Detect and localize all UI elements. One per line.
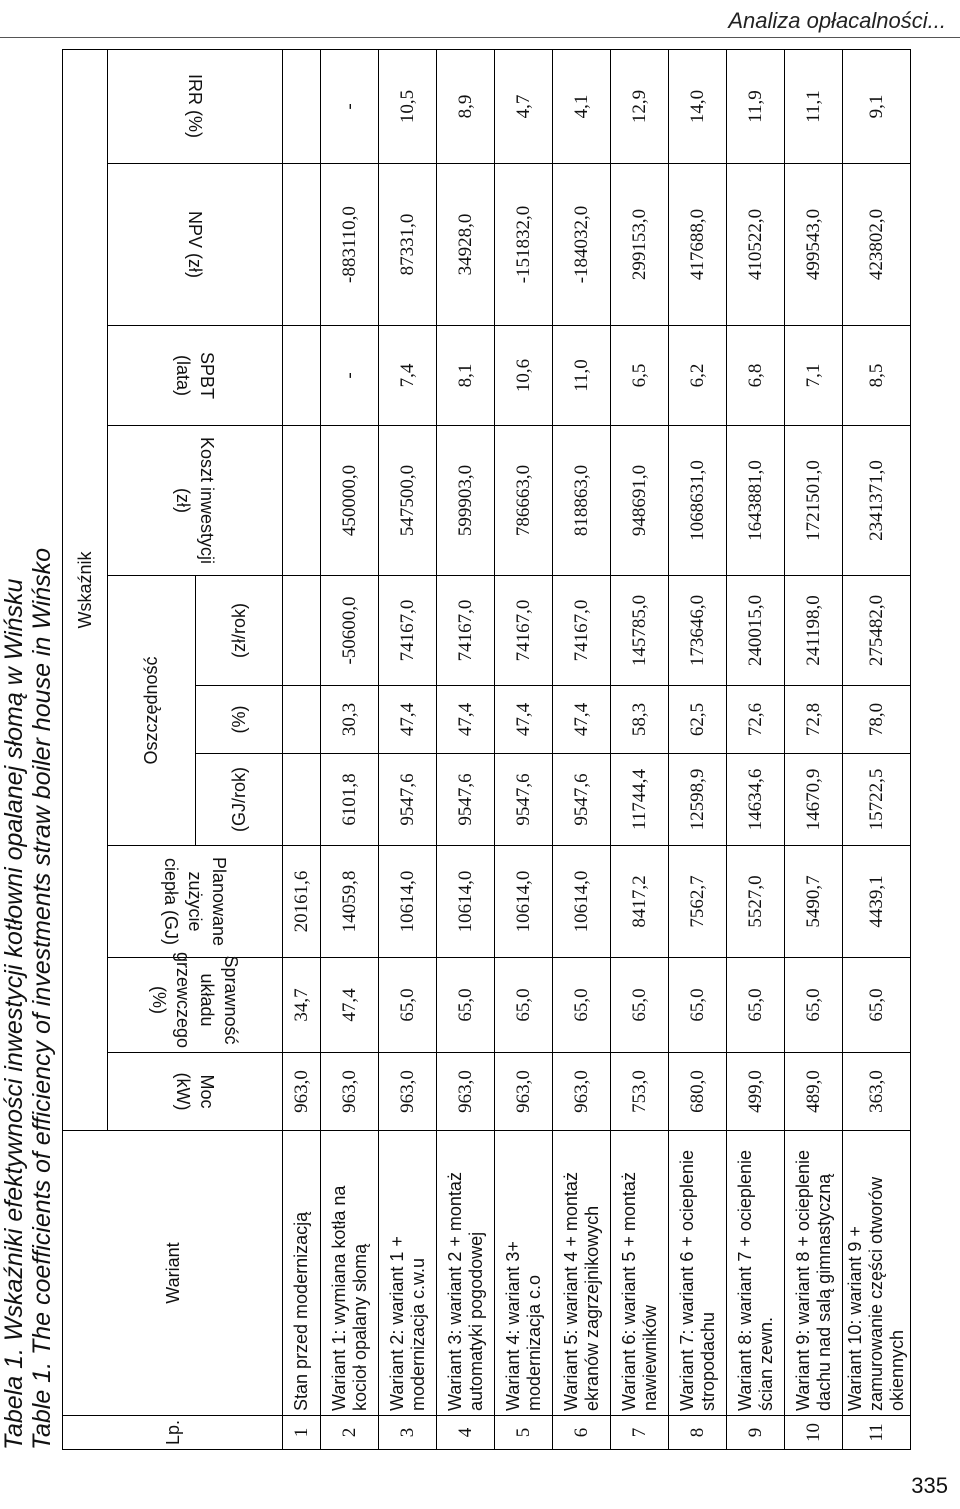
- row-lp: 9: [727, 1416, 785, 1450]
- table-body: [283, 49, 911, 1449]
- table-row: [611, 49, 669, 1449]
- row-wariant: Wariant 3: wariant 2 + montaż automatyki pogodowej: [437, 1131, 495, 1416]
- row-lp: 10: [785, 1416, 843, 1450]
- row-sprawnosc: 65,0: [379, 958, 437, 1053]
- row-npv: -883110,0: [321, 164, 379, 326]
- row-wariant: Wariant 9: wariant 8 + ocieplenie dachu nad salą gimnastyczną: [785, 1131, 843, 1416]
- row-irr: 9,1: [843, 49, 911, 163]
- row-npv: 410522,0: [727, 164, 785, 326]
- row-irr: -: [321, 49, 379, 163]
- header-oszczednosc: Oszczędność: [108, 576, 196, 846]
- row-wariant: Wariant 7: wariant 6 + ocieplenie stropodachu: [669, 1131, 727, 1416]
- row-moc: 499,0: [727, 1053, 785, 1131]
- row-oszczednosc-zl: 74167,0: [553, 576, 611, 686]
- row-oszczednosc-zl: [283, 576, 321, 686]
- row-planowane: 20161,6: [283, 846, 321, 958]
- row-koszt: 818863,0: [553, 426, 611, 576]
- header-zl-rok: (zł/rok): [195, 576, 283, 686]
- header-planowane: Planowane zużycie ciepła (GJ): [108, 846, 283, 958]
- row-oszczednosc-zl: 275482,0: [843, 576, 911, 686]
- row-spbt: [283, 326, 321, 426]
- row-sprawnosc: 65,0: [843, 958, 911, 1053]
- row-planowane: 10614,0: [495, 846, 553, 958]
- row-spbt: 10,6: [495, 326, 553, 426]
- row-oszczednosc-gj: 9547,6: [495, 754, 553, 846]
- table-row: [437, 49, 495, 1449]
- row-oszczednosc-pct: 72,6: [727, 686, 785, 754]
- header-rule: [0, 37, 960, 38]
- row-planowane: 8417,2: [611, 846, 669, 958]
- row-planowane: 14059,8: [321, 846, 379, 958]
- row-oszczednosc-gj: 9547,6: [553, 754, 611, 846]
- header-wariant: Wariant: [63, 1131, 283, 1416]
- header-lp: Lp.: [63, 1416, 283, 1450]
- row-koszt: 1068631,0: [669, 426, 727, 576]
- row-koszt: 1643881,0: [727, 426, 785, 576]
- row-koszt: 948691,0: [611, 426, 669, 576]
- row-irr: [283, 49, 321, 163]
- row-wariant: Stan przed modernizacją: [283, 1131, 321, 1416]
- row-spbt: 6,2: [669, 326, 727, 426]
- header-sprawnosc: Sprawność układu grzewczego (%): [108, 958, 283, 1053]
- row-oszczednosc-pct: 47,4: [553, 686, 611, 754]
- row-npv: 299153,0: [611, 164, 669, 326]
- row-oszczednosc-pct: 58,3: [611, 686, 669, 754]
- row-sprawnosc: 47,4: [321, 958, 379, 1053]
- row-koszt: 547500,0: [379, 426, 437, 576]
- row-npv: -151832,0: [495, 164, 553, 326]
- row-spbt: 8,1: [437, 326, 495, 426]
- row-spbt: 6,5: [611, 326, 669, 426]
- row-koszt: 450000,0: [321, 426, 379, 576]
- row-oszczednosc-zl: 240015,0: [727, 576, 785, 686]
- row-wariant: Wariant 10: wariant 9 + zamurowanie części otworów okiennych: [843, 1131, 911, 1416]
- row-koszt: 1721501,0: [785, 426, 843, 576]
- caption-english: Table 1. The coefficients of efficiency of investments straw boiler house in Wińsko: [28, 547, 56, 1450]
- table-row: [379, 49, 437, 1449]
- table-row: [321, 49, 379, 1449]
- row-irr: 4,1: [553, 49, 611, 163]
- row-lp: 8: [669, 1416, 727, 1450]
- row-sprawnosc: 65,0: [785, 958, 843, 1053]
- row-sprawnosc: 65,0: [669, 958, 727, 1053]
- table-row: [785, 49, 843, 1449]
- header-row-1: [63, 49, 108, 1449]
- row-oszczednosc-gj: [283, 754, 321, 846]
- row-koszt: [283, 426, 321, 576]
- row-oszczednosc-zl: 241198,0: [785, 576, 843, 686]
- row-oszczednosc-gj: 12598,9: [669, 754, 727, 846]
- row-sprawnosc: 65,0: [495, 958, 553, 1053]
- row-oszczednosc-zl: -50600,0: [321, 576, 379, 686]
- row-spbt: 7,4: [379, 326, 437, 426]
- header-spbt: SPBT (lata): [108, 326, 283, 426]
- row-oszczednosc-zl: 74167,0: [437, 576, 495, 686]
- table-row: [669, 49, 727, 1449]
- table-row: [495, 49, 553, 1449]
- running-head: Analiza opłacalności...: [728, 8, 946, 33]
- efficiency-table: [62, 49, 911, 1450]
- row-npv: 34928,0: [437, 164, 495, 326]
- row-lp: 5: [495, 1416, 553, 1450]
- row-sprawnosc: 65,0: [437, 958, 495, 1053]
- row-npv: 423802,0: [843, 164, 911, 326]
- row-oszczednosc-pct: [283, 686, 321, 754]
- row-spbt: 6,8: [727, 326, 785, 426]
- row-lp: 11: [843, 1416, 911, 1450]
- row-irr: 14,0: [669, 49, 727, 163]
- row-moc: 963,0: [283, 1053, 321, 1131]
- row-planowane: 7562,7: [669, 846, 727, 958]
- row-oszczednosc-pct: 78,0: [843, 686, 911, 754]
- table-row: [843, 49, 911, 1449]
- row-oszczednosc-pct: 47,4: [437, 686, 495, 754]
- row-planowane: 5527,0: [727, 846, 785, 958]
- row-planowane: 10614,0: [553, 846, 611, 958]
- caption-polish: Tabela 1. Wskaźniki efektywności inwestycji kotłowni opalanej słomą w Wińsku: [0, 578, 28, 1450]
- row-npv: [283, 164, 321, 326]
- row-lp: 2: [321, 1416, 379, 1450]
- row-moc: 963,0: [437, 1053, 495, 1131]
- row-oszczednosc-gj: 9547,6: [437, 754, 495, 846]
- row-oszczednosc-gj: 14634,6: [727, 754, 785, 846]
- row-moc: 489,0: [785, 1053, 843, 1131]
- row-oszczednosc-gj: 9547,6: [379, 754, 437, 846]
- row-planowane: 4439,1: [843, 846, 911, 958]
- row-oszczednosc-gj: 15722,5: [843, 754, 911, 846]
- row-lp: 1: [283, 1416, 321, 1450]
- row-lp: 6: [553, 1416, 611, 1450]
- header-irr: IRR (%): [108, 49, 283, 163]
- row-koszt: 2341371,0: [843, 426, 911, 576]
- row-npv: 87331,0: [379, 164, 437, 326]
- row-oszczednosc-pct: 47,4: [495, 686, 553, 754]
- row-planowane: 10614,0: [437, 846, 495, 958]
- row-wariant: Wariant 2: wariant 1 + modernizacja c.w.u: [379, 1131, 437, 1416]
- table-row: [283, 49, 321, 1449]
- row-planowane: 5490,7: [785, 846, 843, 958]
- row-moc: 963,0: [553, 1053, 611, 1131]
- row-wariant: Wariant 5: wariant 4 + montaż ekranów zagrzejnikowych: [553, 1131, 611, 1416]
- row-oszczednosc-gj: 6101,8: [321, 754, 379, 846]
- row-oszczednosc-zl: 145785,0: [611, 576, 669, 686]
- row-sprawnosc: 65,0: [727, 958, 785, 1053]
- row-spbt: 11,0: [553, 326, 611, 426]
- header-pct: (%): [195, 686, 283, 754]
- row-irr: 11,1: [785, 49, 843, 163]
- row-moc: 963,0: [379, 1053, 437, 1131]
- row-oszczednosc-gj: 14670,9: [785, 754, 843, 846]
- row-irr: 12,9: [611, 49, 669, 163]
- row-wariant: Wariant 6: wariant 5 + montaż nawiewników: [611, 1131, 669, 1416]
- row-oszczednosc-zl: 74167,0: [379, 576, 437, 686]
- row-lp: 4: [437, 1416, 495, 1450]
- row-irr: 10,5: [379, 49, 437, 163]
- row-oszczednosc-pct: 47,4: [379, 686, 437, 754]
- row-koszt: 599903,0: [437, 426, 495, 576]
- row-sprawnosc: 65,0: [553, 958, 611, 1053]
- header-moc: Moc (kW): [108, 1053, 283, 1131]
- row-spbt: 8,5: [843, 326, 911, 426]
- table-caption: [0, 50, 56, 1450]
- header-koszt: Koszt inwestycji (zł): [108, 426, 283, 576]
- row-moc: 753,0: [611, 1053, 669, 1131]
- row-irr: 4,7: [495, 49, 553, 163]
- row-npv: -184032,0: [553, 164, 611, 326]
- row-oszczednosc-zl: 74167,0: [495, 576, 553, 686]
- row-oszczednosc-pct: 72,8: [785, 686, 843, 754]
- row-koszt: 786663,0: [495, 426, 553, 576]
- row-sprawnosc: 34,7: [283, 958, 321, 1053]
- row-sprawnosc: 65,0: [611, 958, 669, 1053]
- header-wskaznik: Wskaźnik: [63, 49, 108, 1130]
- page-number: 335: [911, 1473, 948, 1498]
- header-npv: NPV (zł): [108, 164, 283, 326]
- row-oszczednosc-zl: 173646,0: [669, 576, 727, 686]
- row-spbt: 7,1: [785, 326, 843, 426]
- row-oszczednosc-gj: 11744,4: [611, 754, 669, 846]
- table-row: [727, 49, 785, 1449]
- row-irr: 11,9: [727, 49, 785, 163]
- row-npv: 417688,0: [669, 164, 727, 326]
- row-moc: 963,0: [321, 1053, 379, 1131]
- row-moc: 680,0: [669, 1053, 727, 1131]
- row-wariant: Wariant 8: wariant 7 + ocieplenie ścian zewn.: [727, 1131, 785, 1416]
- row-oszczednosc-pct: 30,3: [321, 686, 379, 754]
- row-irr: 8,9: [437, 49, 495, 163]
- row-npv: 499543,0: [785, 164, 843, 326]
- row-planowane: 10614,0: [379, 846, 437, 958]
- row-oszczednosc-pct: 62,5: [669, 686, 727, 754]
- rotated-table-area: [0, 50, 935, 1450]
- row-spbt: -: [321, 326, 379, 426]
- header-gj-rok: (GJ/rok): [195, 754, 283, 846]
- row-wariant: Wariant 1: wymiana kotła na kocioł opalany słomą: [321, 1131, 379, 1416]
- table-row: [553, 49, 611, 1449]
- row-moc: 963,0: [495, 1053, 553, 1131]
- row-lp: 3: [379, 1416, 437, 1450]
- row-wariant: Wariant 4: wariant 3+ modernizacja c.o: [495, 1131, 553, 1416]
- row-lp: 7: [611, 1416, 669, 1450]
- row-moc: 363,0: [843, 1053, 911, 1131]
